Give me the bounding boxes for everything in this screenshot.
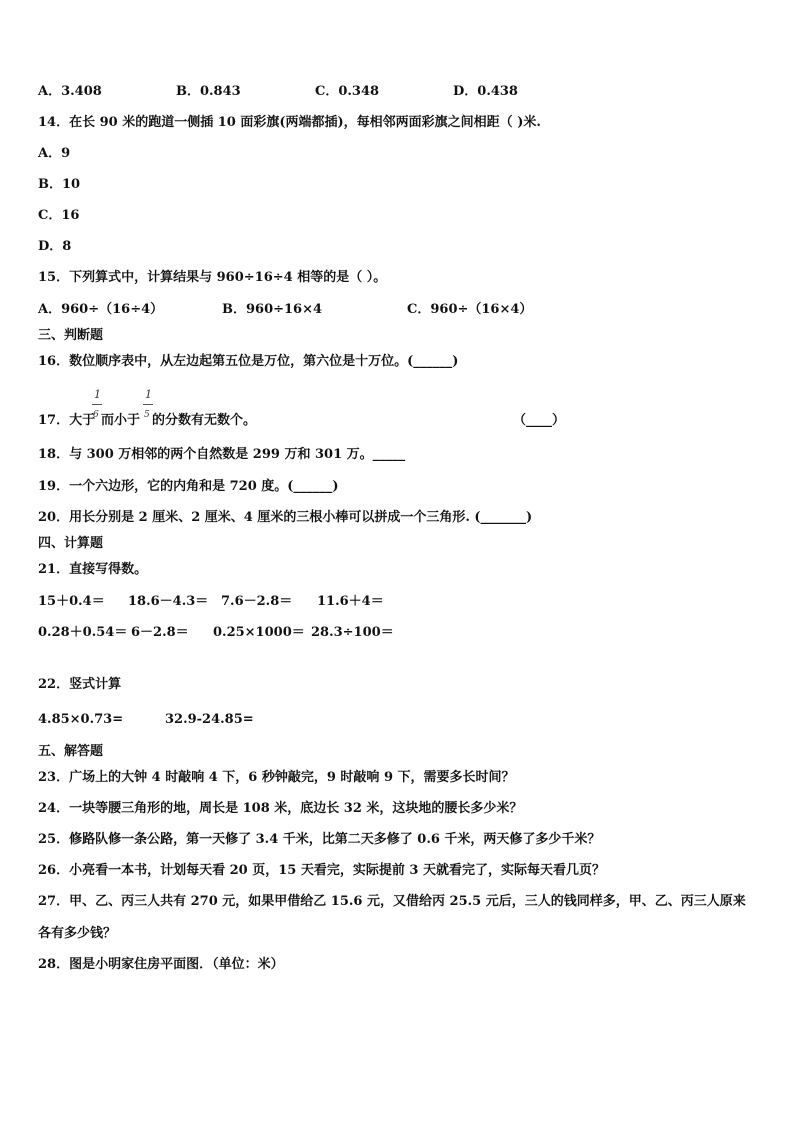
q26: 26．小亮看一本书，计划每天看 20 页，15 天看完，实际提前 3 天就看完了，实际每天看几页？ (38, 863, 605, 878)
q23: 23．广场上的大钟 4 时敲响 4 下，6 秒钟敲完，9 时敲响 9 下，需要多长时间？ (38, 770, 515, 785)
q21-item-2: 18.6－4.3＝ (128, 594, 209, 609)
q22-item-1: 4.85×0.73= (38, 712, 124, 727)
q16: 16．数位顺序表中，从左边起第五位是万位，第六位是十万位。(______) (38, 354, 459, 369)
q14-option-d: D．8 (38, 239, 72, 254)
q13-option-d: D．0.438 (453, 84, 518, 99)
q14-option-b: B．10 (38, 177, 81, 192)
q22-item-2: 32.9-24.85= (165, 712, 254, 727)
q15-option-a: A．960÷（16÷4） (38, 302, 164, 317)
q18: 18．与 300 万相邻的两个自然数是 299 万和 301 万。_____ (38, 447, 406, 462)
q21-item-6: 6－2.8＝ (131, 625, 189, 640)
q14-option-c: C．16 (38, 208, 80, 223)
q17-fraction2-denominator: 5 (144, 410, 150, 420)
q20: 20．用长分别是 2 厘米、2 厘米、4 厘米的三根小棒可以拼成一个三角形. (_______) (38, 510, 533, 525)
q27-line2: 各有多少钱？ (38, 926, 117, 941)
q21-item-8: 28.3÷100＝ (311, 625, 394, 640)
q19: 19．一个六边形，它的内角和是 720 度。(______) (38, 479, 339, 494)
q17-fraction1-bar (92, 404, 102, 405)
q17-fraction1-numerator: 1 (94, 388, 101, 401)
section-heading-calculation: 四、计算题 (38, 536, 104, 551)
q13-option-a: A．3.408 (38, 84, 102, 99)
q21-item-7: 0.25×1000＝ (213, 625, 305, 640)
q25: 25．修路队修一条公路，第一天修了 3.4 千米，比第二天多修了 0.6 千米，两天修了多少千米？ (38, 832, 601, 847)
q14-stem: 14．在长 90 米的跑道一侧插 10 面彩旗(两端都插)，每相邻两面彩旗之间相距（ )米. (38, 115, 541, 130)
q21-item-4: 11.6＋4＝ (317, 594, 384, 609)
section-heading-word-problems: 五、解答题 (38, 744, 104, 759)
q17-fraction2-bar (143, 404, 153, 405)
q17-answer-blank: （____） (513, 413, 566, 428)
q17-fraction2-numerator: 1 (145, 388, 152, 401)
q14-option-a: A．9 (38, 146, 71, 161)
q22-stem: 22．竖式计算 (38, 677, 122, 692)
q15-stem: 15．下列算式中，计算结果与 960÷16÷4 相等的是（ ）。 (38, 270, 387, 285)
q21-item-3: 7.6－2.8＝ (221, 594, 293, 609)
q13-option-c: C．0.348 (315, 84, 380, 99)
q27-line1: 27．甲、乙、丙三人共有 270 元，如果甲借给乙 15.6 元，又借给丙 25.5 元后，三人的钱同样多，甲、乙、丙三人原来 (38, 894, 746, 909)
section-heading-judgement: 三、判断题 (38, 328, 104, 343)
q21-item-5: 0.28＋0.54＝ (38, 625, 128, 640)
q17-prefix: 17．大于 (38, 413, 96, 428)
q17-middle: 而小于 (101, 413, 141, 428)
q24: 24．一块等腰三角形的地，周长是 108 米，底边长 32 米，这块地的腰长多少米？ (38, 801, 523, 816)
q15-option-c: C．960÷（16×4） (407, 302, 533, 317)
q17-fraction1-denominator: 6 (93, 410, 99, 420)
q21-item-1: 15＋0.4＝ (38, 594, 105, 609)
q13-option-b: B．0.843 (176, 84, 241, 99)
q15-option-b: B．960÷16×4 (222, 302, 323, 317)
q28: 28．图是小明家住房平面图．（单位：米） (38, 957, 284, 972)
q21-stem: 21．直接写得数。 (38, 562, 148, 577)
q17-suffix: 的分数有无数个。 (152, 413, 257, 428)
